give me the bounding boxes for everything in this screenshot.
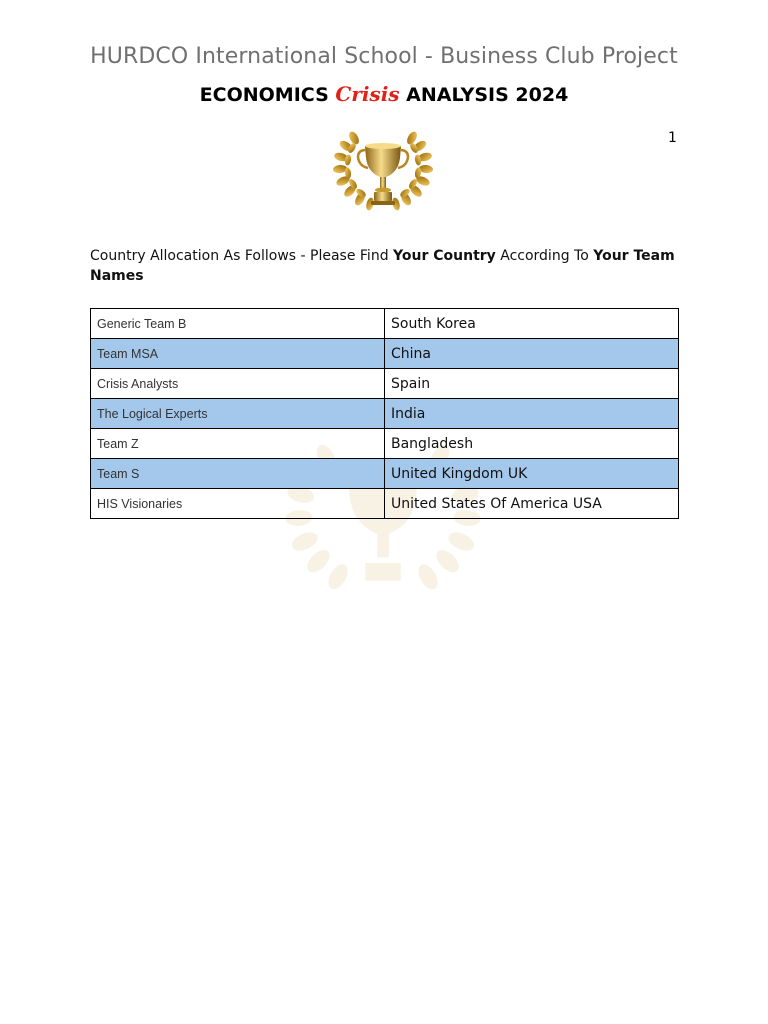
title-crisis-word: Crisis (335, 82, 400, 106)
table-row (91, 459, 679, 489)
team-name-cell: Team MSA (91, 339, 385, 369)
title-part-analysis: ANALYSIS 2024 (399, 84, 569, 106)
table-row (91, 339, 679, 369)
table-row (91, 369, 679, 399)
team-name-cell: Crisis Analysts (91, 369, 385, 399)
intro-paragraph (90, 246, 680, 286)
country-cell: United Kingdom UK (385, 459, 679, 489)
team-name-cell: Generic Team B (91, 309, 385, 339)
trophy-laurel-icon (330, 124, 436, 216)
country-cell: Spain (385, 369, 679, 399)
team-name-cell: HIS Visionaries (91, 489, 385, 519)
country-allocation-table (90, 308, 679, 519)
table-row (91, 489, 679, 519)
team-name-cell: Team S (91, 459, 385, 489)
table-row (91, 429, 679, 459)
page-number: 1 (668, 130, 677, 146)
team-name-cell: The Logical Experts (91, 399, 385, 429)
intro-text-2: According To (495, 248, 594, 264)
intro-text-1: Country Allocation As Follows - Please Find (90, 248, 394, 264)
intro-bold-your-team-names: Your Team Names (90, 248, 675, 284)
country-cell: United States Of America USA (385, 489, 679, 519)
document-title (0, 82, 768, 106)
country-cell: South Korea (385, 309, 679, 339)
school-title: HURDCO International School - Business Club Project (90, 44, 678, 69)
team-name-cell: Team Z (91, 429, 385, 459)
intro-bold-your-country: Your Country (393, 248, 496, 264)
country-cell: China (385, 339, 679, 369)
country-cell: India (385, 399, 679, 429)
country-cell: Bangladesh (385, 429, 679, 459)
table-row (91, 399, 679, 429)
title-part-economics: ECONOMICS (199, 84, 336, 106)
table-row (91, 309, 679, 339)
